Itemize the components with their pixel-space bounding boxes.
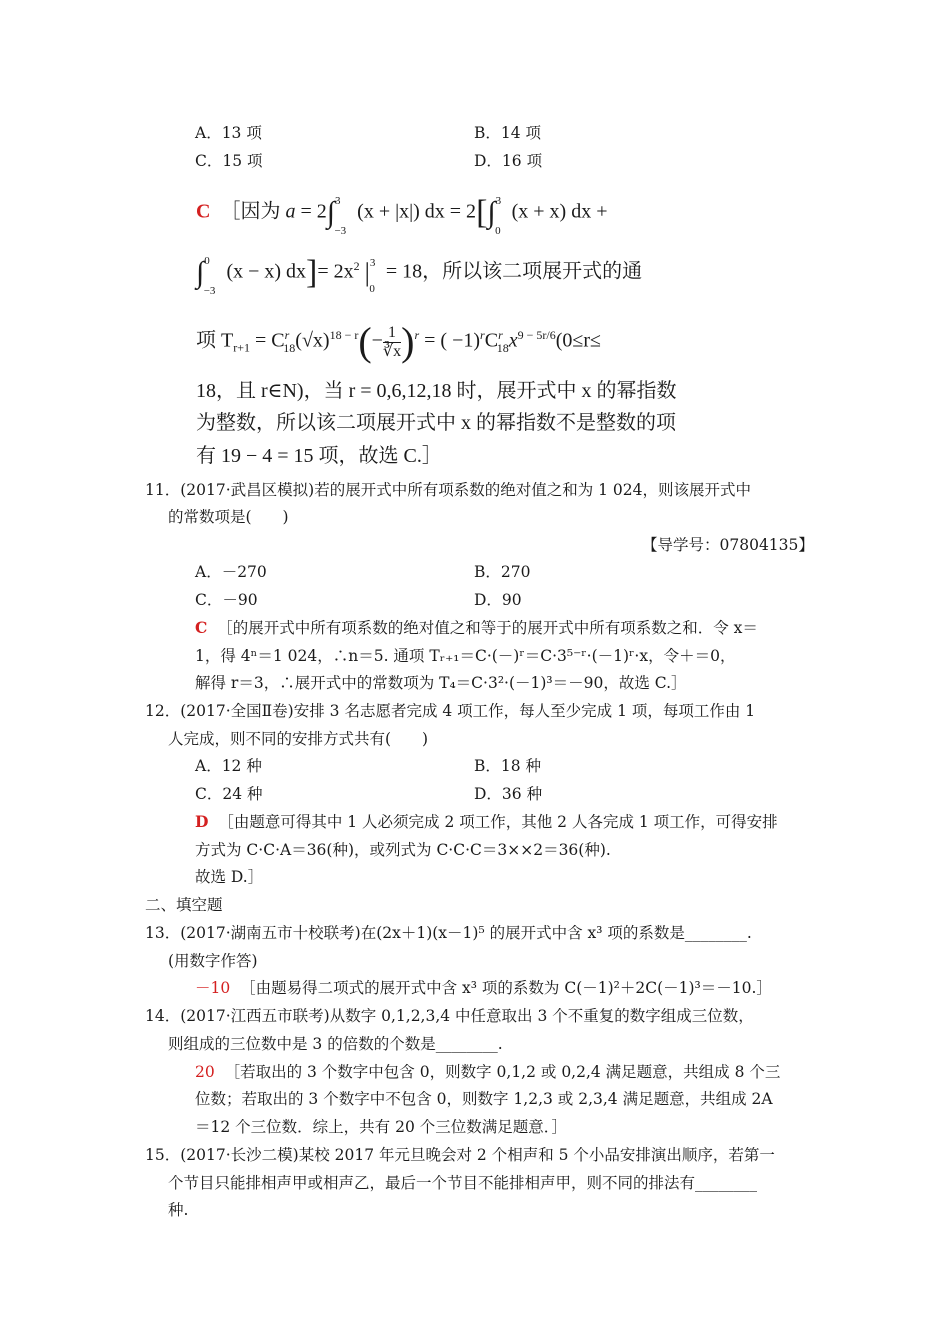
q10-solution-line-3: 项 $T_{r+1} = C^r_{18}(√x)^{18 - r}(-$ $\frac{1}{∛x}$ )$^r$ = ( $-1)^rC^r_{18}x^{9 - 5r/6}(0\le r\le$ bbox=[196, 319, 602, 364]
q14-stem-line-1: 14．(2017·江西五市联考)从数字 0,1,2,3,4 中任意取出 3 个不重复的数字组成三位数， bbox=[145, 1007, 754, 1025]
q14-solution-line-3: ＝12 个三位数．综上，共有 20 个三位数满足题意．］ bbox=[195, 1118, 567, 1136]
q12-option-a: A．12 种 bbox=[195, 757, 262, 775]
q13-answer: －10 bbox=[195, 979, 231, 997]
q12-option-c: C．24 种 bbox=[195, 785, 263, 803]
q12-stem-line-2: 人完成，则不同的安排方式共有( ) bbox=[168, 730, 429, 748]
q13-stem-line-2: (用数字作答) bbox=[168, 952, 258, 970]
q10-option-c: C．15 项 bbox=[195, 152, 263, 170]
q12-option-b: B．18 种 bbox=[474, 757, 542, 775]
q12-option-d: D．36 种 bbox=[474, 785, 543, 803]
q10-solution-line-1: C ［因为 a = 2∫$^3_{-3}$ (x + |x|) dx = 2[∫$^3_0$ (x + x) dx + bbox=[196, 194, 608, 237]
q11-option-d: D．90 bbox=[474, 591, 522, 609]
q10-solution-line-6: 有 19 − 4 = 15 项，故选 C.］ bbox=[196, 445, 442, 467]
q14-solution-line-2: 位数；若取出的 3 个数字中不包含 0，则数字 1,2,3 或 2,3,4 满足题意，共组成 2A bbox=[195, 1090, 773, 1108]
q10-option-d: D．16 项 bbox=[474, 152, 543, 170]
q10-answer: C bbox=[196, 200, 211, 223]
q15-stem-line-2: 个节目只能排相声甲或相声乙，最后一个节目不能排相声甲，则不同的排法有________ bbox=[168, 1174, 758, 1192]
q10-solution-line-4: 18，且 r∈N)，当 r = 0,6,12,18 时，展开式中 x 的幂指数 bbox=[196, 380, 677, 402]
q10-solution-line-5: 为整数，所以该二项展开式中 x 的幂指数不是整数的项 bbox=[196, 412, 676, 434]
q15-stem-line-1: 15．(2017·长沙二模)某校 2017 年元旦晚会对 2 个相声和 5 个小品安排演出顺序，若第一 bbox=[145, 1146, 775, 1164]
q12-stem-line-1: 12．(2017·全国Ⅱ卷)安排 3 名志愿者完成 4 项工作，每人至少完成 1 项，每项工作由 1 bbox=[145, 702, 756, 720]
q12-solution-line-3: 故选 D.］ bbox=[195, 868, 264, 886]
q10-solution-line-2: ∫$^0_{-3}$ (x − x) $dx]= 2x^2$ $|^3_0 = 18$，所以该二项展开式的通 bbox=[196, 254, 643, 297]
q14-answer: 20 bbox=[195, 1063, 215, 1081]
section-heading: 二、填空题 bbox=[145, 896, 223, 914]
q11-option-a: A．－270 bbox=[195, 563, 267, 581]
q11-option-b: B．270 bbox=[474, 563, 531, 581]
q12-answer: D bbox=[195, 812, 209, 831]
q11-solution-line-3: 解得 r＝3，∴展开式中的常数项为 T₄＝C·3²·(－1)³＝－90，故选 C.］ bbox=[195, 674, 687, 692]
q10-option-a: A．13 项 bbox=[195, 124, 262, 142]
q12-solution-line-1: D ［由题意可得其中 1 人必须完成 2 项工作，其他 2 人各完成 1 项工作，可得安排 bbox=[195, 812, 778, 831]
q12-solution-line-2: 方式为 C·C·A＝36(种)，或列式为 C·C·C＝3××2＝36(种). bbox=[195, 841, 611, 859]
q10-option-b: B．14 项 bbox=[474, 124, 542, 142]
q14-solution-line-1: 20 ［若取出的 3 个数字中包含 0，则数字 0,1,2 或 0,2,4 满足题意，共组成 8 个三 bbox=[195, 1063, 781, 1081]
q13-stem-line-1: 13．(2017·湖南五市十校联考)在(2x＋1)(x－1)⁵ 的展开式中含 x³ 项的系数是________. bbox=[145, 924, 752, 942]
q13-solution: －10 ［由题易得二项式的展开式中含 x³ 项的系数为 C(－1)²＋2C(－1)³＝－10.］ bbox=[195, 979, 772, 997]
q11-option-c: C．－90 bbox=[195, 591, 258, 609]
q11-solution-line-1: C ［的展开式中所有项系数的绝对值之和等于的展开式中所有项系数之和．令 x＝ bbox=[195, 618, 758, 637]
q11-answer: C bbox=[195, 618, 208, 637]
q11-stem-line-1: 11．(2017·武昌区模拟)若的展开式中所有项系数的绝对值之和为 1 024，则该展开式中 bbox=[145, 481, 751, 499]
q11-solution-line-2: 1，得 4ⁿ＝1 024，∴n＝5. 通项 Tᵣ₊₁＝C·(－)ʳ＝C·3⁵⁻ʳ·(－1)ʳ·x，令＋＝0， bbox=[195, 647, 736, 665]
q11-guide-number: 【导学号：07804135】 bbox=[642, 536, 814, 554]
q11-stem-line-2: 的常数项是( ) bbox=[168, 508, 289, 526]
q15-stem-line-3: 种. bbox=[168, 1201, 189, 1219]
q14-stem-line-2: 则组成的三位数中是 3 的倍数的个数是________. bbox=[168, 1035, 503, 1053]
